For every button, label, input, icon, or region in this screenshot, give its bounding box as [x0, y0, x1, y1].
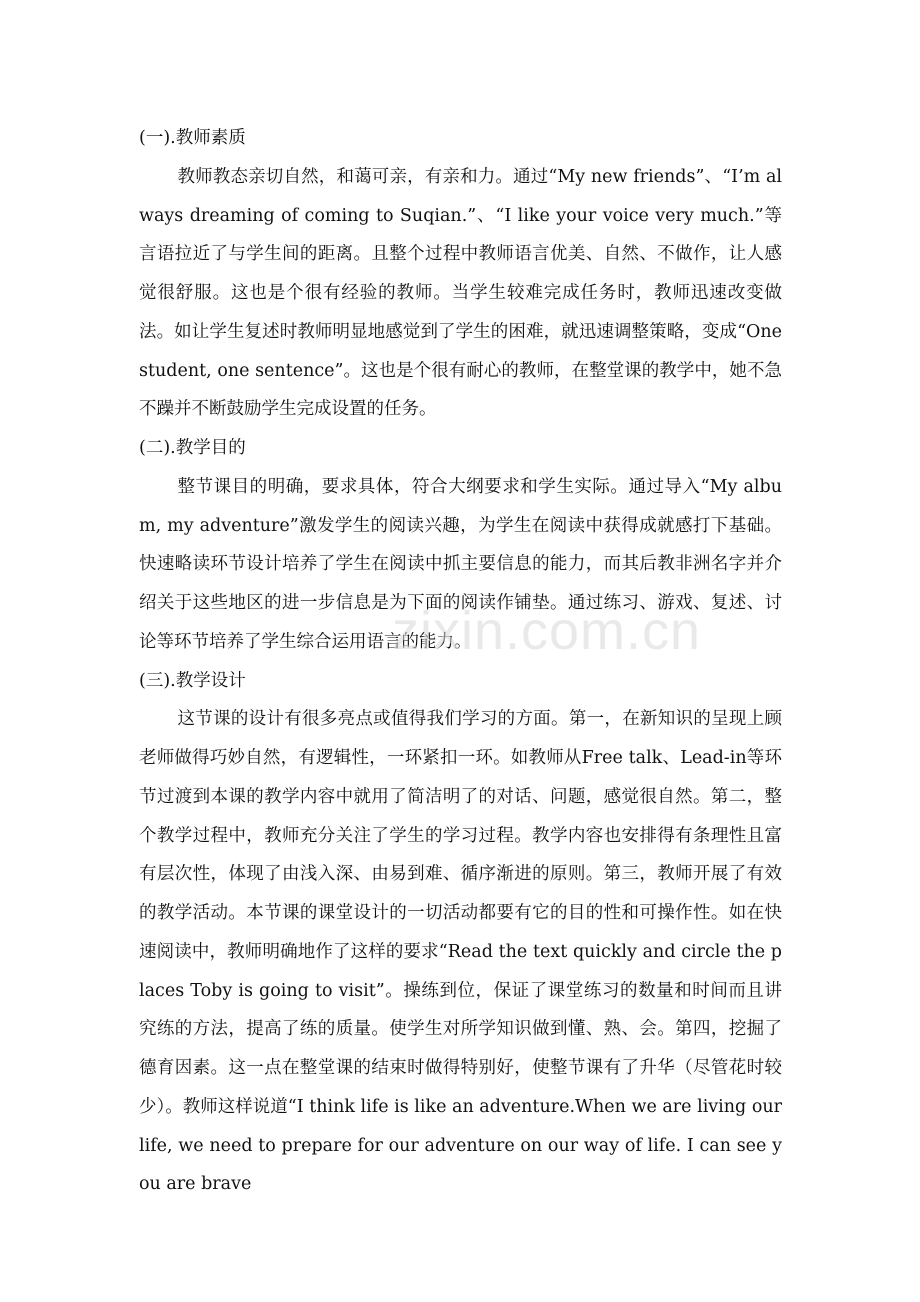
watermark: zixin.com.cn — [392, 601, 702, 661]
section-paragraph-teaching-design: 这节课的设计有很多亮点或值得我们学习的方面。第一，在新知识的呈现上顾老师做得巧妙自然，有逻辑性，一环紧扣一环。如教师从Free talk、Lead-in等环节过渡到本课的教学内容中就用了简洁明了的对话、问题，感觉很自然。第二，整个教学过程中，教师充分关注了学生的学习过程。教学内容也安排得有条理性且富有层次性，体现了由浅入深、由易到难、循序渐进的原则。第三，教师开展了有效的教学活动。本节课的课堂设计的一切活动都要有它的目的性和可操作性。如在快速阅读中，教师明确地作了这样的要求“Read the text quickly and circle the places Toby is going to visit”。操练到位，保证了课堂练习的数量和时间而且讲究练的方法，提高了练的质量。使学生对所学知识做到懂、熟、会。第四，挖掘了德育因素。这一点在整堂课的结束时做得特别好，使整节课有了升华（尽管花时较少）。教师这样说道“I think life is like an adventure.When we are living our life, we need to prepare for our adventure on our way of life. I can see you are brave — [139, 709, 782, 1195]
section-heading-teaching-purpose: (二).教学目的 — [139, 438, 246, 458]
section-heading-teacher-quality: (一).教师素质 — [139, 128, 246, 148]
section-paragraph-teacher-quality: 教师教态亲切自然，和蔼可亲，有亲和力。通过“My new friends”、“I’m always dreaming of coming to Suqian.”、“I like your voice very much.”等言语拉近了与学生间的距离。且整个过程中教师语言优美、自然、不做作，让人感觉很舒服。这也是个很有经验的教师。当学生较难完成任务时，教师迅速改变做法。如让学生复述时教师明显地感觉到了学生的困难，就迅速调整策略，变成“One student, one sentence”。这也是个很有耐心的教师，在整堂课的教学中，她不急不躁并不断鼓励学生完成设置的任务。 — [139, 166, 782, 420]
section-paragraph-teaching-purpose: 整节课目的明确，要求具体，符合大纲要求和学生实际。通过导入“My album, my adventure”激发学生的阅读兴趣，为学生在阅读中获得成就感打下基础。快速略读环节设计培养了学生在阅读中抓主要信息的能力，而其后教非洲名字并介绍关于这些地区的进一步信息是为下面的阅读作铺垫。通过练习、游戏、复述、讨论等环节培养了学生综合运用语言的能力。 — [139, 476, 782, 652]
document-body — [139, 119, 782, 1204]
section-heading-teaching-design: (三).教学设计 — [139, 670, 246, 691]
